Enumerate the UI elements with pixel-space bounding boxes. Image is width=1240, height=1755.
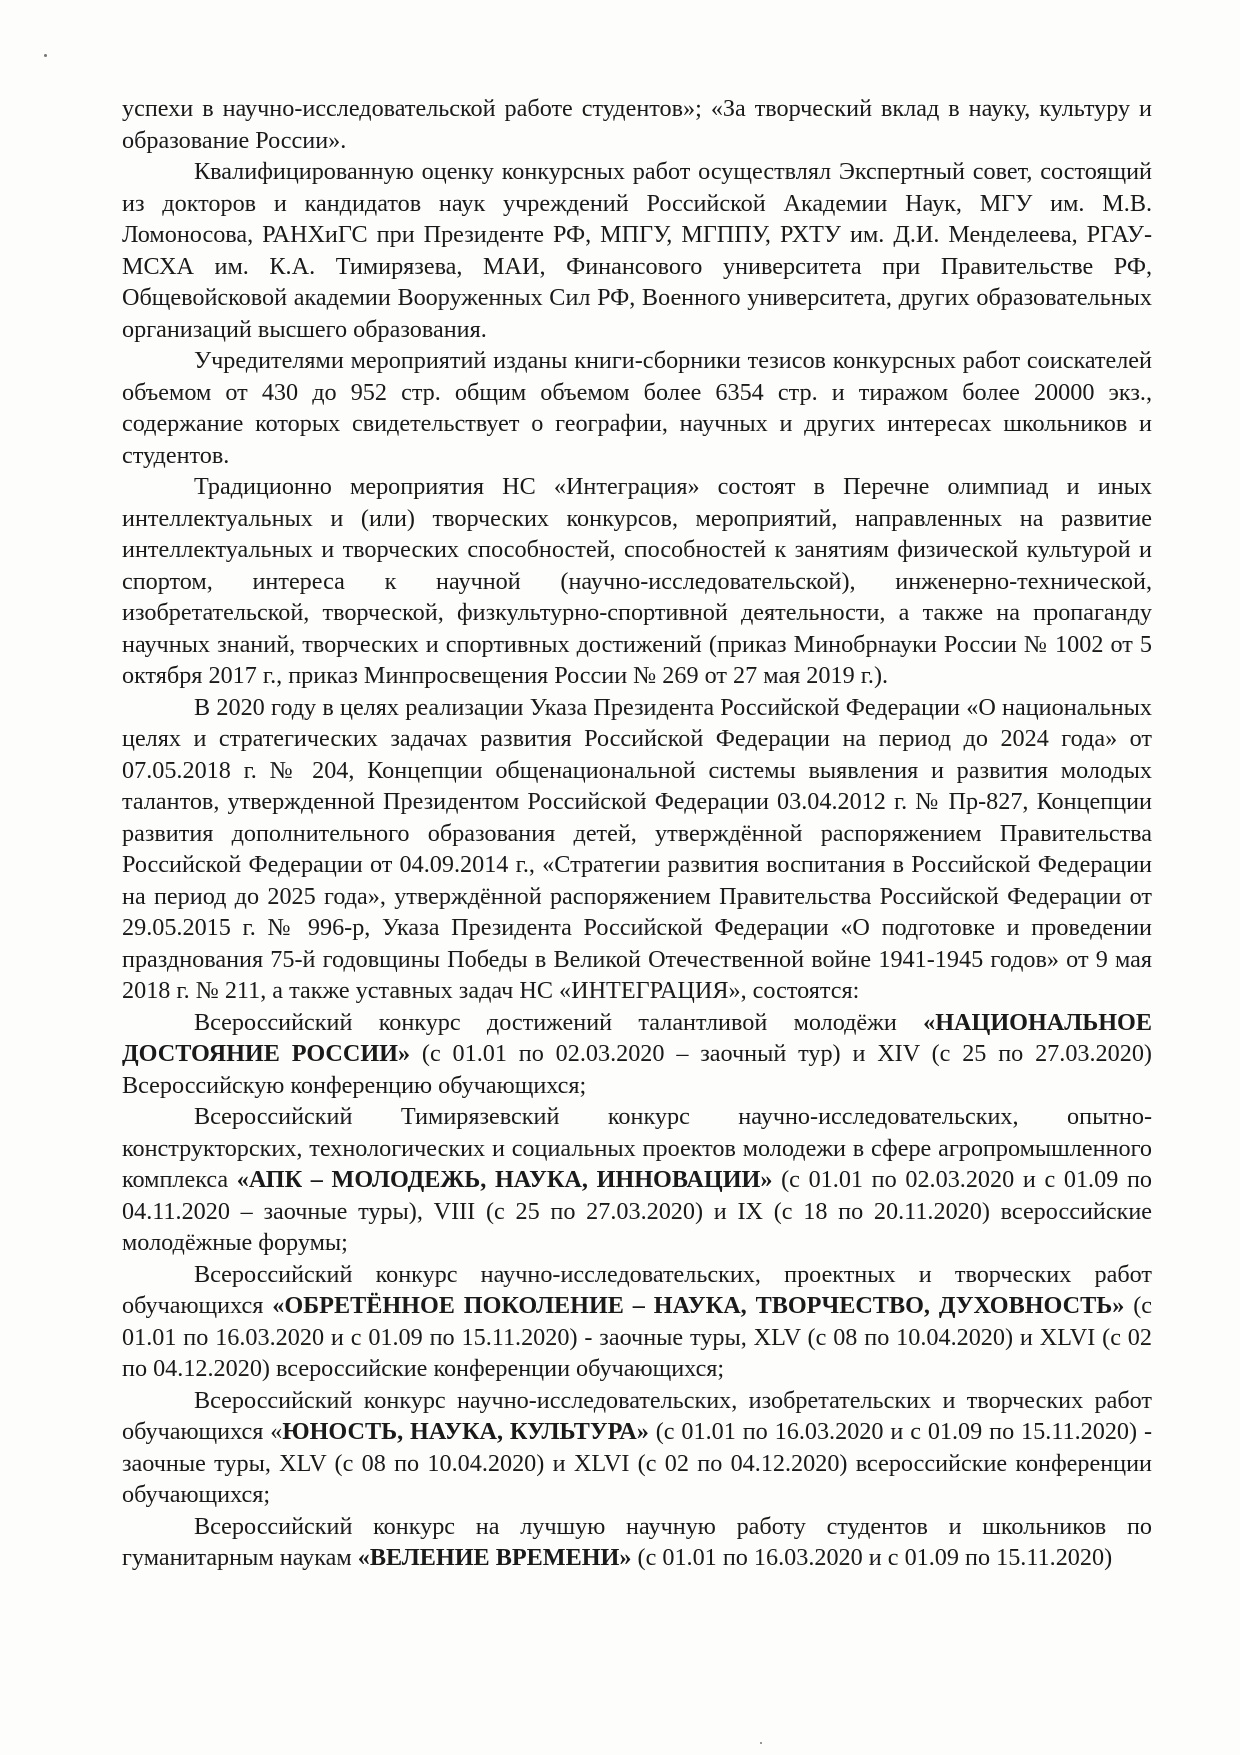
paragraph-text: В 2020 году в целях реализации Указа Президента Российской Федерации «О национальных целях и стратегических задачах развития Российской Федерации на период до 2024 года» от 07.05.2018 г. № 204, Концепции общенациональной системы выявления и развития молодых талантов, утвержденной Президентом Российской Федерации 03.04.2012 г. № Пр-827, Концепции развития дополнительного образования детей, утверждённой распоряжением Правительства Российской Федерации от 04.09.2014 г., «Стратегии развития воспитания в Российской Федерации на период до 2025 года», утверждённой распоряжением Правительства Российской Федерации от 29.05.2015 г. № 996-р, Указа Президента Российской Федерации «О подготовке и проведении празднования 75-й годовщины Победы в Великой Отечественной войне 1941-1945 годов» от 9 мая 2018 г. № 211, а также уставных задач НС «ИНТЕГРАЦИЯ», состоятся: [122, 693, 1152, 1004]
paragraph-text: (с 01.01 по 02.03.2020 и с 01.09 по 04.11.2020 – заочные туры), VIII (с 25 по 27.03.2020) и IX (с 18 по 20.11.2020) всероссийские молодёжные форумы; [122, 1166, 1152, 1256]
paragraph [122, 471, 1152, 692]
scan-speck [760, 1742, 762, 1744]
paragraph-text: (с 01.01 по 16.03.2020 и с 01.09 по 15.11.2020) - заочные туры, XLV (с 08 по 10.04.2020) и XLVI (с 02 по 04.12.2020) всероссийские конференции обучающихся; [122, 1418, 1152, 1508]
paragraph [122, 1007, 1152, 1102]
scan-speck [44, 54, 47, 57]
paragraph [122, 692, 1152, 1007]
paragraph [122, 156, 1152, 345]
document-body [122, 93, 1152, 1574]
paragraph-text: Квалифицированную оценку конкурсных работ осуществлял Экспертный совет, состоящий из докторов и кандидатов наук учреждений Российской Академии Наук, МГУ им. М.В. Ломоносова, РАНХиГС при Президенте РФ, МПГУ, МГППУ, РХТУ им. Д.И. Менделеева, РГАУ-МСХА им. К.А. Тимирязева, МАИ, Финансового университета при Правительстве РФ, Общевойсковой академии Вооруженных Сил РФ, Военного университета, других образовательных организаций высшего образования. [122, 158, 1152, 343]
paragraph-text: Всероссийский конкурс на лучшую научную работу студентов и школьников по гуманитарным наукам [122, 1512, 1152, 1571]
paragraph-text: (с 01.01 по 16.03.2020 и с 01.09 по 15.11.2020) [631, 1544, 1113, 1571]
bold-title-text: ЮНОСТЬ, НАУКА, КУЛЬТУРА» [282, 1418, 649, 1445]
paragraph-text: Всероссийский конкурс научно-исследовательских, изобретательских и творческих работ обучающихся « [122, 1386, 1152, 1445]
paragraph [122, 345, 1152, 471]
paragraph-text: Всероссийский конкурс достижений талантливой молодёжи [194, 1008, 924, 1036]
paragraph [122, 1101, 1152, 1259]
bold-title-text: «НАЦИОНАЛЬНОЕ ДОСТОЯНИЕ РОССИИ» [122, 1008, 1152, 1067]
paragraph-text: Всероссийский конкурс научно-исследовательских, проектных и творческих работ обучающихся [122, 1260, 1152, 1319]
paragraph [122, 93, 1152, 156]
paragraph-text: (с 01.01 по 16.03.2020 и с 01.09 по 15.11.2020) - заочные туры, XLV (с 08 по 10.04.2020) и XLVI (с 02 по 04.12.2020) всероссийские конференции обучающихся; [122, 1292, 1152, 1382]
bold-title-text: «ВЕЛЕНИЕ ВРЕМЕНИ» [357, 1544, 632, 1571]
paragraph-text: Традиционно мероприятия НС «Интеграция» состоят в Перечне олимпиад и иных интеллектуальных и (или) творческих конкурсов, мероприятий, направленных на развитие интеллектуальных и творческих способностей, способностей к занятиям физической культурой и спортом, интереса к научной (научно-исследовательской), инженерно-технической, изобретательской, творческой, физкультурно-спортивной деятельности, а также на пропаганду научных знаний, творческих и спортивных достижений (приказ Минобрнауки России № 1002 от 5 октября 2017 г., приказ Минпросвещения России № 269 от 27 мая 2019 г.). [122, 473, 1152, 689]
bold-title-text: «ОБРЕТЁННОЕ ПОКОЛЕНИЕ – НАУКА, ТВОРЧЕСТВО, ДУХОВНОСТЬ» [272, 1292, 1125, 1319]
paragraph [122, 1259, 1152, 1385]
paragraph-text: успехи в научно-исследовательской работе студентов»; «За творческий вклад в науку, культуру и образование России». [122, 95, 1152, 154]
paragraph [122, 1511, 1152, 1574]
paragraph [122, 1385, 1152, 1511]
paragraph-text: (с 01.01 по 02.03.2020 – заочный тур) и XIV (с 25 по 27.03.2020) Всероссийскую конференцию обучающихся; [122, 1040, 1152, 1099]
bold-title-text: «АПК – МОЛОДЕЖЬ, НАУКА, ИННОВАЦИИ» [236, 1166, 773, 1193]
paragraph-text: Всероссийский Тимирязевский конкурс научно-исследовательских, опытно-конструкторских, технологических и социальных проектов молодежи в сфере агропромышленного комплекса [122, 1103, 1152, 1193]
paragraph-text: Учредителями мероприятий изданы книги-сборники тезисов конкурсных работ соискателей объемом от 430 до 952 стр. общим объемом более 6354 стр. и тиражом более 20000 экз., содержание которых свидетельствует о географии, научных и других интересах школьников и студентов. [122, 347, 1152, 469]
